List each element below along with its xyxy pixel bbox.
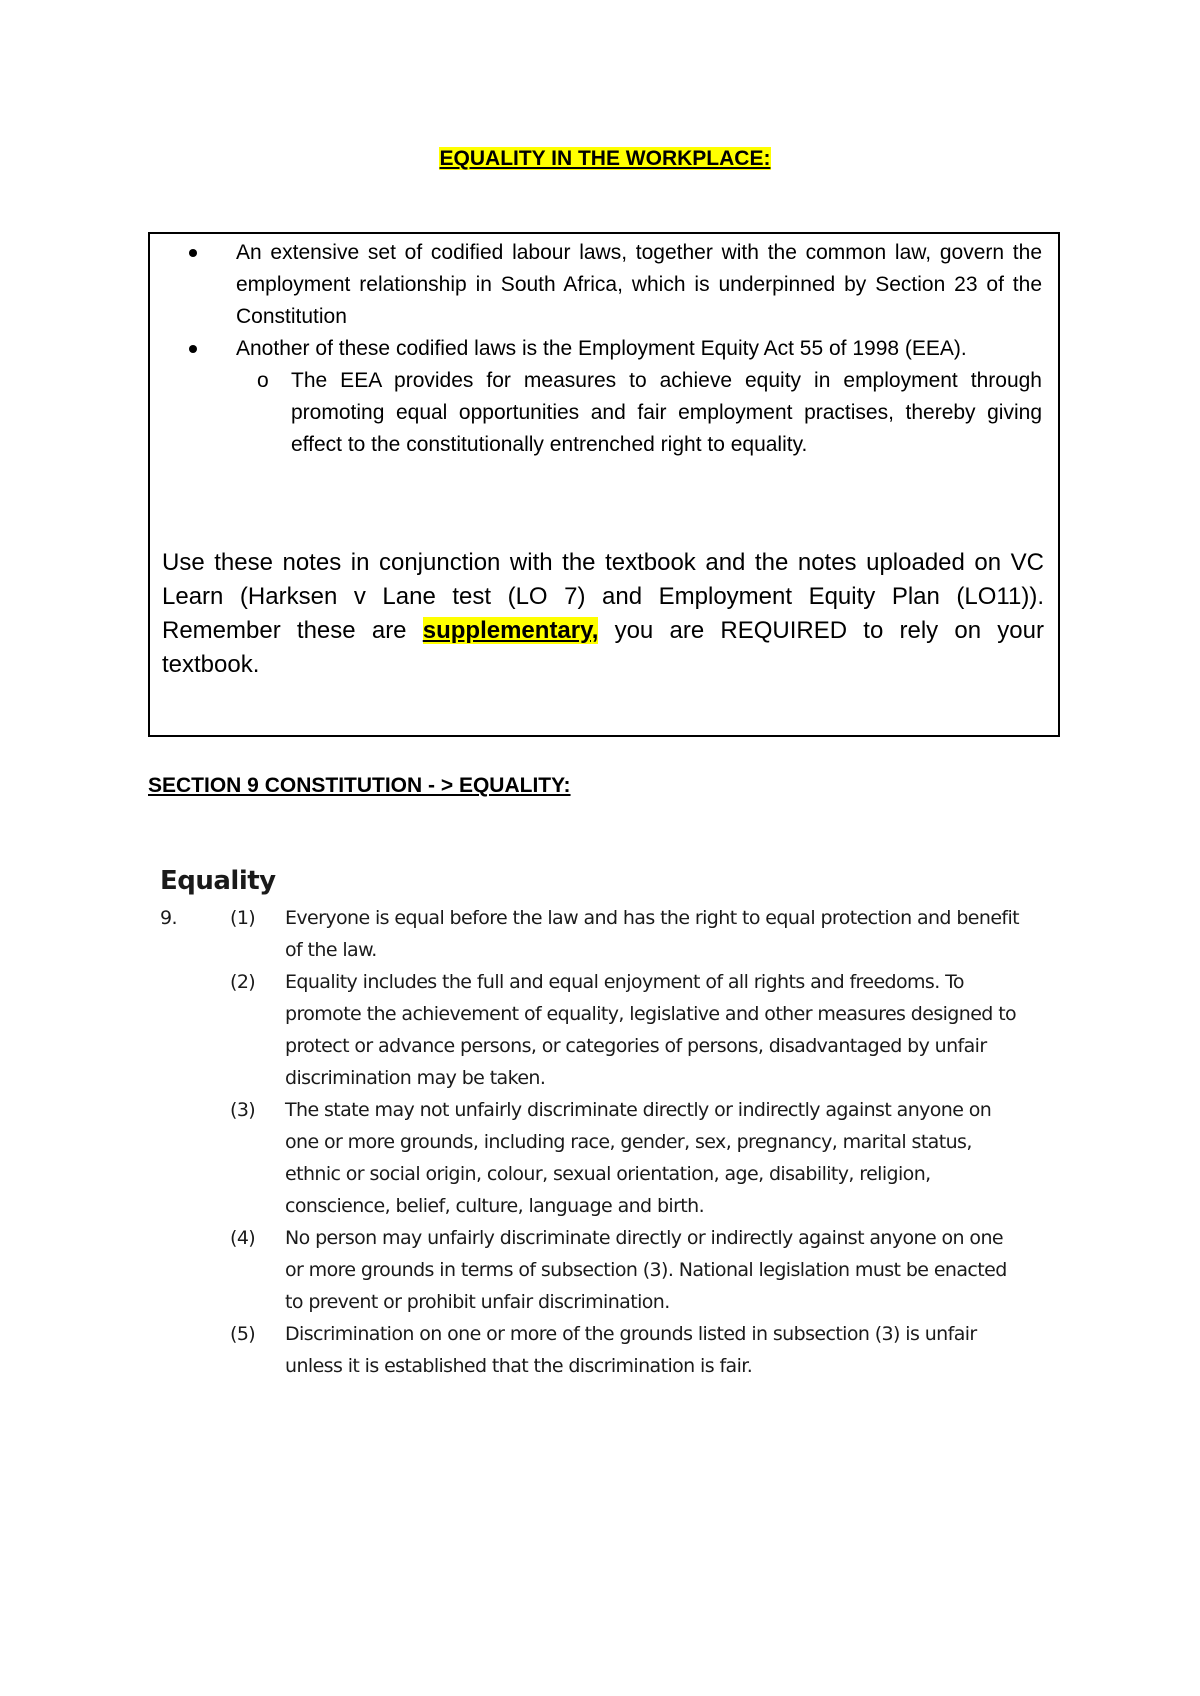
clause-number: (4) xyxy=(230,1227,256,1249)
section-number: 9. xyxy=(160,907,177,929)
clause-text: Everyone is equal before the law and has the right to equal protection and benefit of the law. xyxy=(285,907,1020,961)
clause-number: (2) xyxy=(230,971,256,993)
supplementary-highlight: supplementary, xyxy=(422,617,599,644)
circle-bullet-icon: o xyxy=(257,369,269,392)
bullet-dot-icon xyxy=(189,345,197,353)
bullet-item xyxy=(186,333,1042,365)
excerpt-heading: Equality xyxy=(160,866,276,896)
clause-number: (1) xyxy=(230,907,256,929)
clause-text: No person may unfairly discriminate directly or indirectly against anyone on one or more grounds in terms of subsection (3). National legislation must be enacted to prevent or prohibit unfair discrimination. xyxy=(285,1227,1007,1313)
section-heading: SECTION 9 CONSTITUTION - > EQUALITY: xyxy=(148,774,571,797)
bullet-text: Another of these codified laws is the Employment Equity Act 55 of 1998 (EEA). xyxy=(236,337,967,360)
clause-number: (3) xyxy=(230,1099,256,1121)
clause-row xyxy=(160,1318,1040,1382)
sub-bullet-text: The EEA provides for measures to achieve equity in employment through promoting equal opportunities and fair employment practises, thereby giving effect to the constitutionally entrenched right to equality. xyxy=(291,369,1042,456)
clause-number: (5) xyxy=(230,1323,256,1345)
usage-note-text: Use these notes in conjunction with the textbook and the notes uploaded on VC Learn (Harksen v Lane test (LO 7) and Employment Equity Plan (LO11)). Remember these are xyxy=(162,549,1044,644)
sub-bullet-item xyxy=(257,365,1042,461)
bullet-text: An extensive set of codified labour laws, together with the common law, govern the employment relationship in South Africa, which is underpinned by Section 23 of the Constitution xyxy=(236,241,1042,328)
bullet-item xyxy=(186,237,1042,333)
clause-text: Equality includes the full and equal enjoyment of all rights and freedoms. To promote the achievement of equality, legislative and other measures designed to protect or advance persons, or categories of persons, disadvantaged by unfair discrimination may be taken. xyxy=(285,971,1017,1089)
usage-note xyxy=(162,546,1044,682)
clause-row xyxy=(160,1094,1040,1222)
page-title-text: EQUALITY IN THE WORKPLACE: xyxy=(439,147,771,170)
clause-row xyxy=(160,902,1040,966)
usage-note-text-end: you are REQUIRED to rely on your textbook. xyxy=(162,617,1044,678)
notes-box xyxy=(148,232,1060,737)
constitution-excerpt xyxy=(160,866,1040,1382)
clause-text: The state may not unfairly discriminate directly or indirectly against anyone on one or more grounds, including race, gender, sex, pregnancy, marital status, ethnic or social origin, colour, sexual orientation, age, disability, religion, conscience, belief, culture, language and birth. xyxy=(285,1099,992,1217)
bullet-list xyxy=(186,237,1042,461)
clause-row xyxy=(160,966,1040,1094)
clause-text: Discrimination on one or more of the grounds listed in subsection (3) is unfair unless it is established that the discrimination is fair. xyxy=(285,1323,977,1377)
clause-row xyxy=(160,1222,1040,1318)
bullet-dot-icon xyxy=(189,249,197,257)
page-title xyxy=(0,147,1200,171)
